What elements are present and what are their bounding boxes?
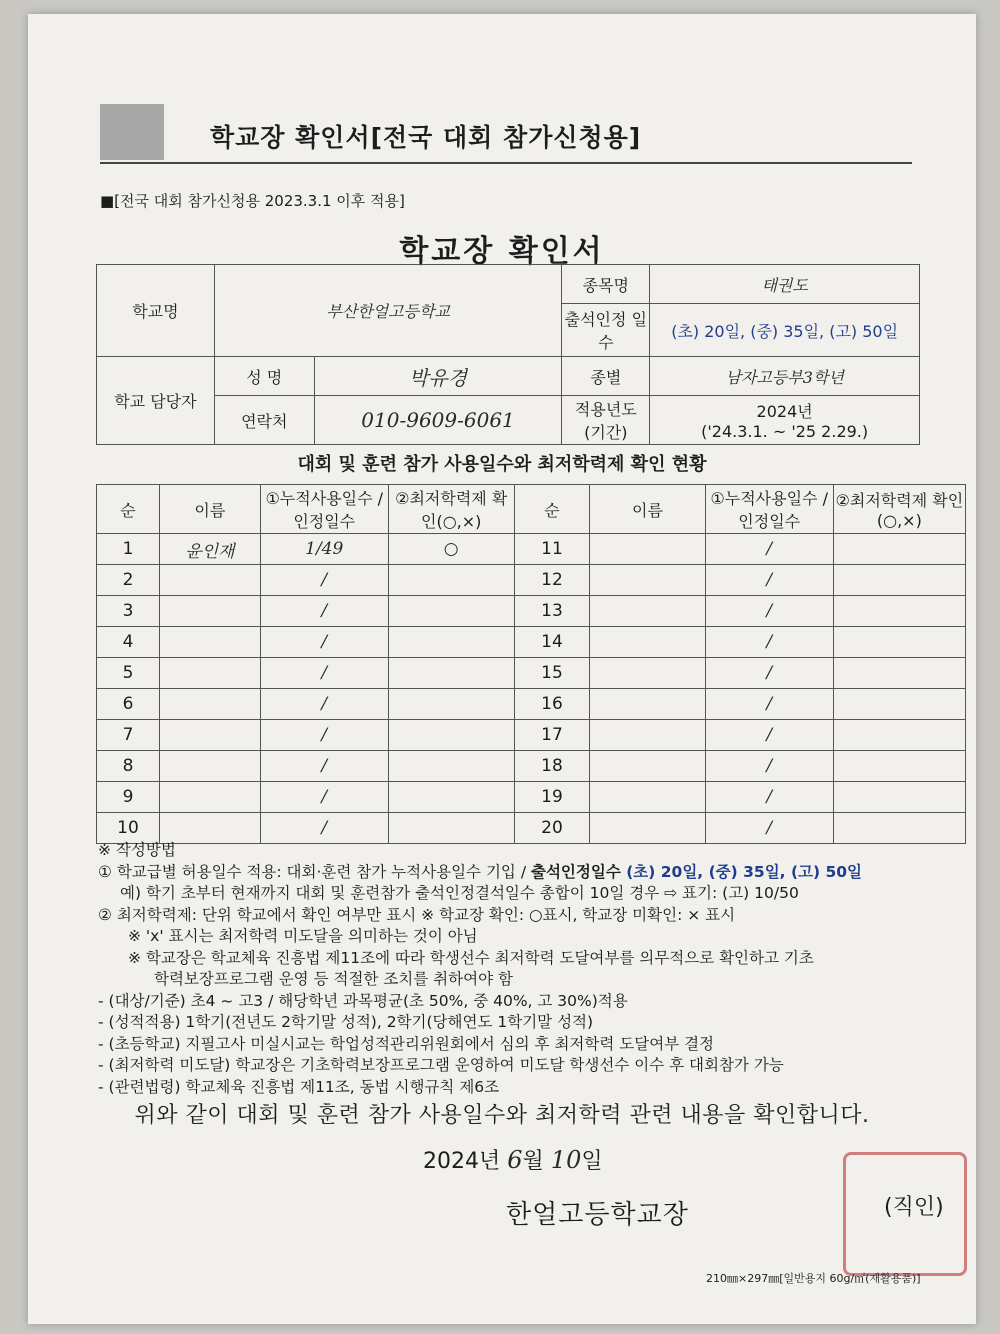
instruction-line: - (관련법령) 학교체육 진흥법 제11조, 동법 시행규칙 제6조: [98, 1077, 500, 1096]
table-row: [97, 751, 966, 782]
attend-value: (초) 20일, (중) 35일, (고) 50일: [650, 304, 920, 357]
applicability-note: ■[전국 대회 참가신청용 2023.3.1 이후 적용]: [100, 192, 405, 210]
participation-table: [96, 484, 966, 844]
date-month: 6: [507, 1146, 523, 1174]
row-name: [159, 720, 260, 751]
row-days: /: [260, 813, 388, 844]
row-no: 9: [97, 782, 160, 813]
row-days: 1/49: [260, 534, 388, 565]
row-name: [159, 627, 260, 658]
instruction-text: ① 학교급별 허용일수 적용: 대회·훈련 참가 누적사용일수 기입 /: [98, 862, 531, 881]
row-no: 8: [97, 751, 160, 782]
row-no: 3: [97, 596, 160, 627]
row-days: /: [260, 782, 388, 813]
col-check-right: ②최저학력제 확인(○,×): [833, 485, 965, 534]
row-name: [590, 813, 705, 844]
row-no: 19: [514, 782, 590, 813]
row-no: 1: [97, 534, 160, 565]
instruction-line: - (최저학력 미도달) 학교장은 기초학력보장프로그램 운영하여 미도달 학생선수 이수 후 대회참가 가능: [98, 1056, 784, 1074]
row-no: 2: [97, 565, 160, 596]
date-day: 10: [550, 1146, 582, 1174]
table-row: [97, 565, 966, 596]
row-name: [590, 534, 705, 565]
row-name: [590, 751, 705, 782]
school-label: 학교명: [97, 265, 215, 357]
row-name: [590, 658, 705, 689]
table-row: [97, 689, 966, 720]
confirm-statement: 위와 같이 대회 및 훈련 참가 사용일수와 최저학력 관련 내용을 확인합니다.: [134, 1103, 870, 1128]
row-days: /: [260, 627, 388, 658]
row-check: [833, 813, 965, 844]
row-check: ○: [388, 534, 514, 565]
row-days: /: [705, 658, 833, 689]
table-title: 대회 및 훈련 참가 사용일수와 최저학력제 확인 현황: [297, 454, 707, 475]
row-name: [159, 596, 260, 627]
instruction-line: - (성적적용) 1학기(전년도 2학기말 성적), 2학기(당해연도 1학기말 성적): [98, 1013, 594, 1031]
phone-label: 연락처: [214, 396, 314, 445]
row-name: [159, 689, 260, 720]
row-name: 윤인재: [159, 534, 260, 565]
col-name-left: 이름: [159, 485, 260, 534]
category-label: 종별: [562, 357, 650, 396]
name-value: 박유경: [314, 357, 562, 396]
year-cell: [650, 396, 920, 445]
name-label: 성 명: [214, 357, 314, 396]
col-name-right: 이름: [590, 485, 705, 534]
row-days: /: [260, 689, 388, 720]
date-day-unit: 일: [581, 1149, 603, 1174]
instruction-line: ※ 'x' 표시는 최저학력 미도달을 의미하는 것이 아님: [128, 927, 478, 945]
row-name: [159, 782, 260, 813]
row-no: 10: [97, 813, 160, 844]
instruction-line: [98, 862, 958, 884]
seal-label: (직인): [884, 1195, 944, 1220]
instructions: [98, 840, 958, 1098]
row-days: /: [705, 720, 833, 751]
row-check: [388, 720, 514, 751]
row-name: [159, 658, 260, 689]
year-label: 적용년도 (기간): [562, 396, 650, 445]
row-no: 18: [514, 751, 590, 782]
school-value: 부산한얼고등학교: [214, 265, 562, 357]
row-days: /: [705, 565, 833, 596]
row-days: /: [260, 751, 388, 782]
event-value: 태권도: [650, 265, 920, 304]
row-days: /: [260, 720, 388, 751]
row-no: 4: [97, 627, 160, 658]
date-month-unit: 월: [522, 1149, 544, 1174]
row-check: [388, 627, 514, 658]
row-days: /: [705, 782, 833, 813]
row-check: [833, 658, 965, 689]
instructions-title: ※ 작성방법: [98, 841, 176, 859]
instruction-line: 예) 학기 초부터 현재까지 대회 및 훈련참가 출석인정결석일수 총합이 10일 경우 ⇨ 표기: (고) 10/50: [120, 884, 799, 902]
row-days: /: [705, 596, 833, 627]
row-no: 11: [514, 534, 590, 565]
row-days: /: [260, 658, 388, 689]
row-no: 16: [514, 689, 590, 720]
period-value: ('24.3.1. ~ '25 2.29.): [701, 422, 869, 441]
principal-name: 한얼고등학교장: [506, 1200, 689, 1230]
table-row: [97, 813, 966, 844]
row-check: [388, 689, 514, 720]
row-check: [833, 596, 965, 627]
row-name: [590, 689, 705, 720]
row-name: [159, 565, 260, 596]
row-check: [833, 565, 965, 596]
col-days-left: ①누적사용일수 /인정일수: [260, 485, 388, 534]
row-no: 5: [97, 658, 160, 689]
row-days: /: [705, 627, 833, 658]
date-year: 2024년: [423, 1149, 501, 1174]
instruction-line: ※ 학교장은 학교체육 진흥법 제11조에 따라 학생선수 최저학력 도달여부를 의무적으로 확인하고 기초: [128, 948, 814, 967]
col-no-right: 순: [514, 485, 590, 534]
row-check: [833, 751, 965, 782]
category-value: 남자고등부3학년: [650, 357, 920, 396]
row-no: 15: [514, 658, 590, 689]
row-check: [388, 751, 514, 782]
form-header: [100, 104, 912, 164]
row-days: /: [260, 596, 388, 627]
row-name: [590, 720, 705, 751]
row-no: 12: [514, 565, 590, 596]
table-row: [97, 534, 966, 565]
info-table: [96, 264, 920, 445]
row-name: [159, 751, 260, 782]
row-days: /: [705, 689, 833, 720]
col-check-left: ②최저학력제 확인(○,×): [388, 485, 514, 534]
table-row: [97, 627, 966, 658]
event-label: 종목명: [562, 265, 650, 304]
col-no-left: 순: [97, 485, 160, 534]
main-title: 학교장 확인서: [399, 234, 605, 269]
row-no: 6: [97, 689, 160, 720]
row-check: [388, 813, 514, 844]
header-gray-block: [100, 104, 164, 160]
row-check: [833, 534, 965, 565]
attend-label: 출석인정 일수: [562, 304, 650, 357]
row-check: [388, 596, 514, 627]
row-no: 14: [514, 627, 590, 658]
row-name: [590, 627, 705, 658]
row-name: [590, 596, 705, 627]
row-check: [833, 689, 965, 720]
table-row: [97, 596, 966, 627]
row-no: 17: [514, 720, 590, 751]
document-page: [28, 14, 976, 1324]
table-row: [97, 658, 966, 689]
row-days: /: [705, 534, 833, 565]
instruction-line: - (초등학교) 지필고사 미실시교는 학업성적관리위원회에서 심의 후 최저학력 도달여부 결정: [98, 1034, 715, 1053]
row-check: [388, 782, 514, 813]
row-days: /: [705, 751, 833, 782]
row-name: [590, 565, 705, 596]
row-name: [590, 782, 705, 813]
issue-date: [423, 1144, 603, 1175]
row-check: [833, 720, 965, 751]
row-check: [388, 658, 514, 689]
row-no: 13: [514, 596, 590, 627]
instruction-days: (초) 20일, (중) 35일, (고) 50일: [626, 862, 863, 881]
row-check: [833, 782, 965, 813]
year-value: 2024년: [756, 402, 813, 421]
instruction-bold: 출석인정일수: [530, 862, 627, 881]
row-days: /: [260, 565, 388, 596]
table-row: [97, 782, 966, 813]
instruction-line: ② 최저학력제: 단위 학교에서 확인 여부만 표시 ※ 학교장 확인: ○표시, 학교장 미확인: × 표시: [98, 905, 736, 924]
phone-value: 010-9609-6061: [314, 396, 562, 445]
row-name: [159, 813, 260, 844]
table-row: [97, 720, 966, 751]
row-check: [388, 565, 514, 596]
instruction-line: - (대상/기준) 초4 ~ 고3 / 해당학년 과목평균(초 50%, 중 40%, 고 30%)적용: [98, 991, 628, 1010]
row-no: 20: [514, 813, 590, 844]
table-header-row: [97, 485, 966, 534]
instruction-line: 학력보장프로그램 운영 등 적절한 조치를 취하여야 함: [154, 970, 513, 988]
paper-spec: 210㎜×297㎜[일반용지 60g/㎡(재활용품)]: [706, 1272, 921, 1285]
row-days: /: [705, 813, 833, 844]
row-no: 7: [97, 720, 160, 751]
contact-person-label: 학교 담당자: [97, 357, 215, 445]
row-check: [833, 627, 965, 658]
header-title: 학교장 확인서[전국 대회 참가신청용]: [210, 123, 642, 152]
col-days-right: ①누적사용일수 /인정일수: [705, 485, 833, 534]
